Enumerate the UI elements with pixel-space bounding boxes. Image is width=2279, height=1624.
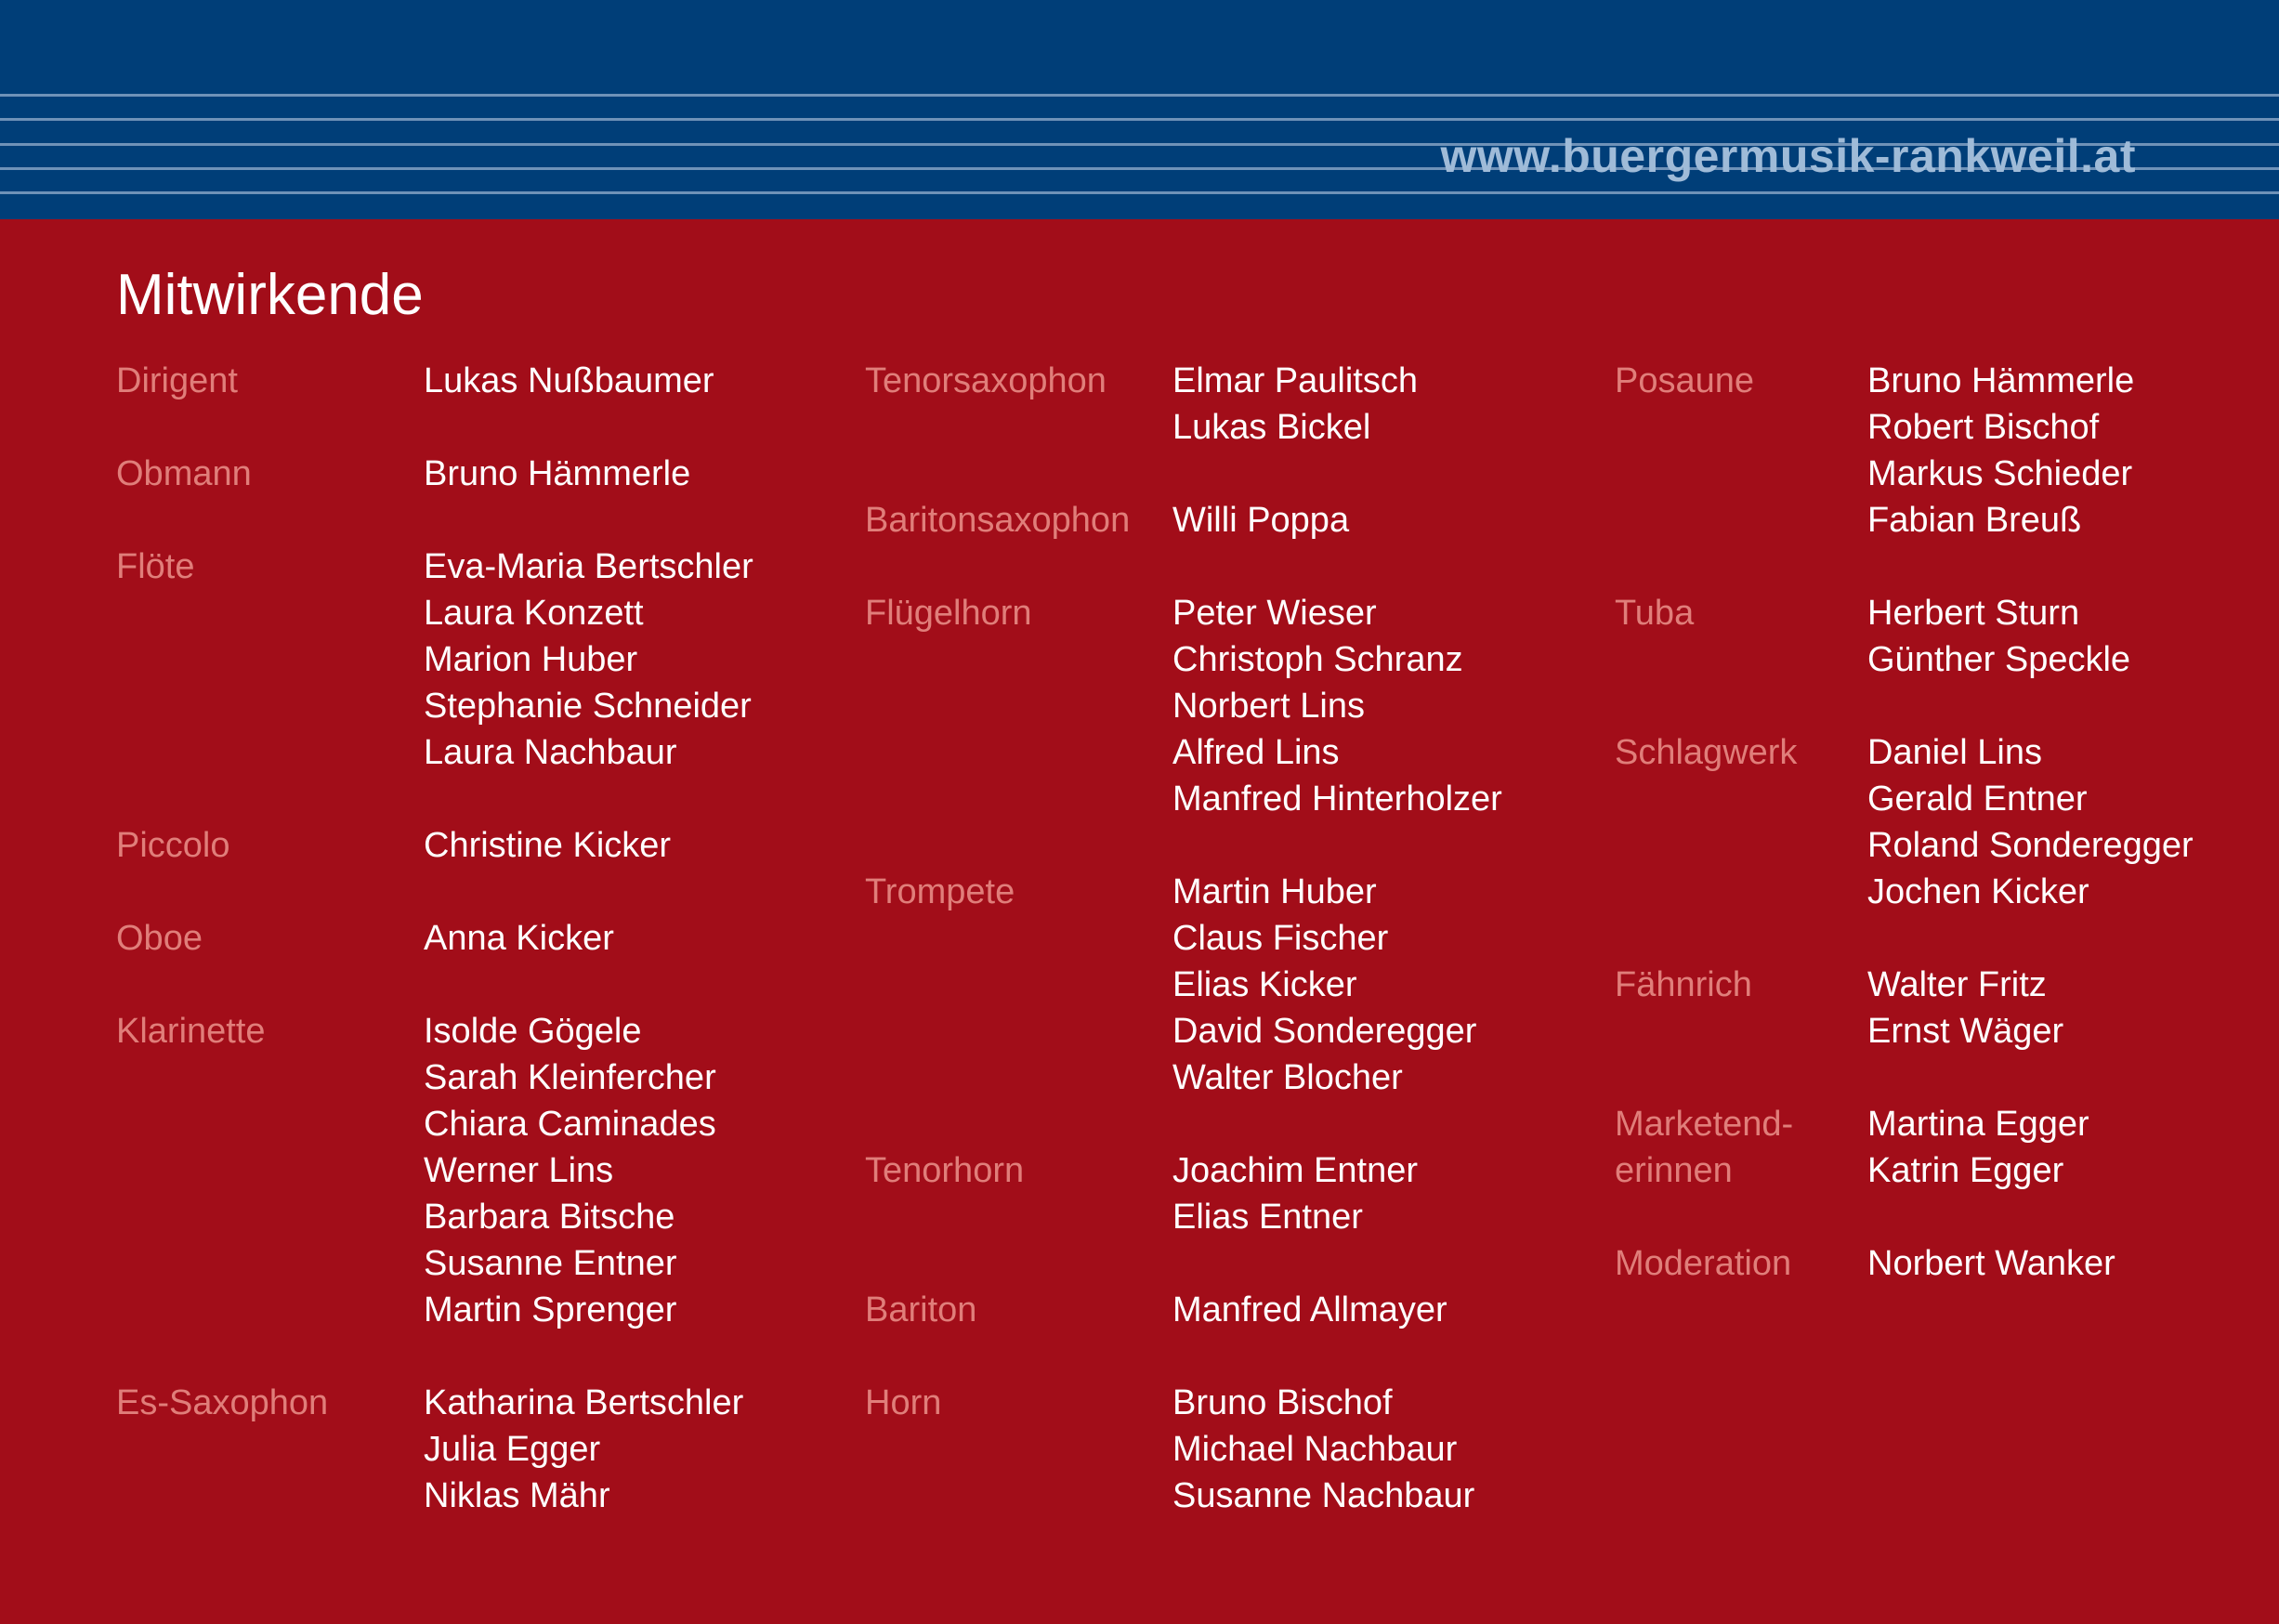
member-name: Fabian Breuß xyxy=(1867,501,2082,540)
staff-line xyxy=(0,191,2279,194)
member-name: Walter Fritz xyxy=(1867,965,2047,1004)
member-name: Joachim Entner xyxy=(1172,1151,1419,1190)
member-name: Barbara Bitsche xyxy=(424,1198,675,1237)
role-label-line: erinnen xyxy=(1615,1151,1733,1190)
member-name: Christine Kicker xyxy=(424,826,672,865)
column-1 xyxy=(116,358,753,1565)
member-name: Gerald Entner xyxy=(1867,779,2088,819)
roster-entry xyxy=(865,1287,1502,1333)
member-list xyxy=(1867,358,2134,544)
roster-entry xyxy=(1615,729,2194,915)
member-list xyxy=(1172,1380,1474,1519)
member-name: Niklas Mähr xyxy=(424,1476,610,1515)
role-label xyxy=(116,915,424,962)
roster-entry xyxy=(116,1008,753,1333)
member-list xyxy=(1867,729,2194,915)
role-label-line: Baritonsaxophon xyxy=(865,501,1131,540)
member-list xyxy=(424,451,690,497)
role-label-line: Piccolo xyxy=(116,826,230,865)
roster-entry xyxy=(116,358,753,404)
role-label-line: Obmann xyxy=(116,454,252,493)
member-name: Günther Speckle xyxy=(1867,640,2131,679)
member-name: Manfred Hinterholzer xyxy=(1172,779,1502,819)
role-label-line: Oboe xyxy=(116,919,203,958)
member-name: Willi Poppa xyxy=(1172,501,1350,540)
role-label-line: Moderation xyxy=(1615,1244,1792,1283)
role-label xyxy=(865,590,1172,822)
member-name: Susanne Entner xyxy=(424,1244,677,1283)
member-name: Isolde Gögele xyxy=(424,1012,642,1051)
member-name: Anna Kicker xyxy=(424,919,614,958)
member-name: Markus Schieder xyxy=(1867,454,2133,493)
role-label xyxy=(1615,590,1867,683)
staff-line xyxy=(0,118,2279,121)
role-label xyxy=(865,497,1172,544)
member-name: Martina Egger xyxy=(1867,1105,2089,1144)
role-label xyxy=(865,1380,1172,1519)
role-label-line: Klarinette xyxy=(116,1012,266,1051)
role-label xyxy=(865,1287,1172,1333)
member-name: Julia Egger xyxy=(424,1430,601,1469)
role-label-line: Tuba xyxy=(1615,594,1695,633)
role-label-line: Bariton xyxy=(865,1290,977,1329)
role-label xyxy=(116,822,424,869)
role-label xyxy=(865,1147,1172,1240)
member-name: Lukas Bickel xyxy=(1172,408,1371,447)
role-label-line: Posaune xyxy=(1615,361,1755,400)
member-name: Chiara Caminades xyxy=(424,1105,716,1144)
roster-entry xyxy=(865,869,1502,1101)
member-list xyxy=(424,1380,743,1519)
roster-entry xyxy=(865,590,1502,822)
roster-entry xyxy=(116,544,753,776)
member-list xyxy=(1867,590,2130,683)
role-label-line: Trompete xyxy=(865,872,1015,911)
member-name: Lukas Nußbaumer xyxy=(424,361,714,400)
role-label xyxy=(116,451,424,497)
role-label-line: Tenorsaxophon xyxy=(865,361,1107,400)
member-name: Alfred Lins xyxy=(1172,733,1340,772)
member-name: Laura Nachbaur xyxy=(424,733,677,772)
role-label xyxy=(865,869,1172,1101)
role-label-line: Fähnrich xyxy=(1615,965,1752,1004)
member-list xyxy=(424,915,614,962)
member-name: Katrin Egger xyxy=(1867,1151,2064,1190)
header-banner xyxy=(0,0,2279,219)
member-name: Christoph Schranz xyxy=(1172,640,1463,679)
role-label-line: Marketend- xyxy=(1615,1105,1794,1144)
member-list xyxy=(1867,1240,2115,1287)
page-title: Mitwirkende xyxy=(116,263,424,327)
staff-line xyxy=(0,94,2279,97)
role-label xyxy=(865,358,1172,451)
member-name: David Sonderegger xyxy=(1172,1012,1477,1051)
role-label-line: Flügelhorn xyxy=(865,594,1032,633)
member-name: Bruno Bischof xyxy=(1172,1383,1393,1422)
member-list xyxy=(424,822,671,869)
member-name: Marion Huber xyxy=(424,640,638,679)
website-url[interactable]: www.buergermusik-rankweil.at xyxy=(1440,130,2136,182)
member-name: Peter Wieser xyxy=(1172,594,1377,633)
role-label xyxy=(1615,729,1867,915)
member-name: Elias Kicker xyxy=(1172,965,1357,1004)
member-name: Jochen Kicker xyxy=(1867,872,2089,911)
member-name: Katharina Bertschler xyxy=(424,1383,744,1422)
member-name: Martin Huber xyxy=(1172,872,1377,911)
member-name: Herbert Sturn xyxy=(1867,594,2080,633)
member-list xyxy=(1172,590,1502,822)
roster-entry xyxy=(116,915,753,962)
roster-entry xyxy=(1615,962,2194,1054)
member-list xyxy=(424,1008,716,1333)
member-name: Elias Entner xyxy=(1172,1198,1363,1237)
member-name: Manfred Allmayer xyxy=(1172,1290,1447,1329)
member-list xyxy=(1172,497,1349,544)
role-label xyxy=(116,1008,424,1333)
role-label-line: Schlagwerk xyxy=(1615,733,1798,772)
role-label xyxy=(116,544,424,776)
member-list xyxy=(1867,1101,2089,1194)
member-list xyxy=(1172,358,1418,451)
column-2 xyxy=(865,358,1502,1565)
member-name: Bruno Hämmerle xyxy=(1867,361,2135,400)
role-label xyxy=(1615,1240,1867,1287)
member-name: Ernst Wäger xyxy=(1867,1012,2064,1051)
role-label xyxy=(116,358,424,404)
member-list xyxy=(1867,962,2063,1054)
role-label xyxy=(1615,358,1867,544)
member-name: Norbert Wanker xyxy=(1867,1244,2115,1283)
member-name: Sarah Kleinfercher xyxy=(424,1058,716,1097)
role-label-line: Es-Saxophon xyxy=(116,1383,329,1422)
member-name: Laura Konzett xyxy=(424,594,644,633)
member-list xyxy=(1172,869,1476,1101)
member-name: Roland Sonderegger xyxy=(1867,826,2194,865)
roster-entry xyxy=(865,1147,1502,1240)
member-name: Elmar Paulitsch xyxy=(1172,361,1418,400)
member-list xyxy=(424,358,714,404)
roster-entry xyxy=(116,1380,753,1519)
member-name: Norbert Lins xyxy=(1172,687,1365,726)
member-list xyxy=(424,544,753,776)
role-label-line: Flöte xyxy=(116,547,195,586)
role-label-line: Tenorhorn xyxy=(865,1151,1025,1190)
roster-entry xyxy=(865,358,1502,451)
roster-entry xyxy=(1615,358,2194,544)
member-name: Daniel Lins xyxy=(1867,733,2042,772)
roster-entry xyxy=(116,822,753,869)
member-name: Stephanie Schneider xyxy=(424,687,752,726)
column-3 xyxy=(1615,358,2194,1333)
roster-entry xyxy=(1615,1101,2194,1194)
member-name: Claus Fischer xyxy=(1172,919,1389,958)
role-label-line: Dirigent xyxy=(116,361,238,400)
roster-entry xyxy=(116,451,753,497)
roster-entry xyxy=(865,1380,1502,1519)
member-name: Werner Lins xyxy=(424,1151,614,1190)
roster-entry xyxy=(1615,1240,2194,1287)
member-name: Michael Nachbaur xyxy=(1172,1430,1458,1469)
roster-entry xyxy=(1615,590,2194,683)
role-label xyxy=(1615,962,1867,1054)
member-name: Walter Blocher xyxy=(1172,1058,1403,1097)
member-name: Susanne Nachbaur xyxy=(1172,1476,1475,1515)
member-name: Martin Sprenger xyxy=(424,1290,677,1329)
member-list xyxy=(1172,1147,1418,1240)
role-label-line: Horn xyxy=(865,1383,942,1422)
role-label xyxy=(1615,1101,1867,1194)
member-name: Eva-Maria Bertschler xyxy=(424,547,753,586)
member-name: Bruno Hämmerle xyxy=(424,454,691,493)
role-label xyxy=(116,1380,424,1519)
roster-entry xyxy=(865,497,1502,544)
member-list xyxy=(1172,1287,1447,1333)
member-name: Robert Bischof xyxy=(1867,408,2100,447)
